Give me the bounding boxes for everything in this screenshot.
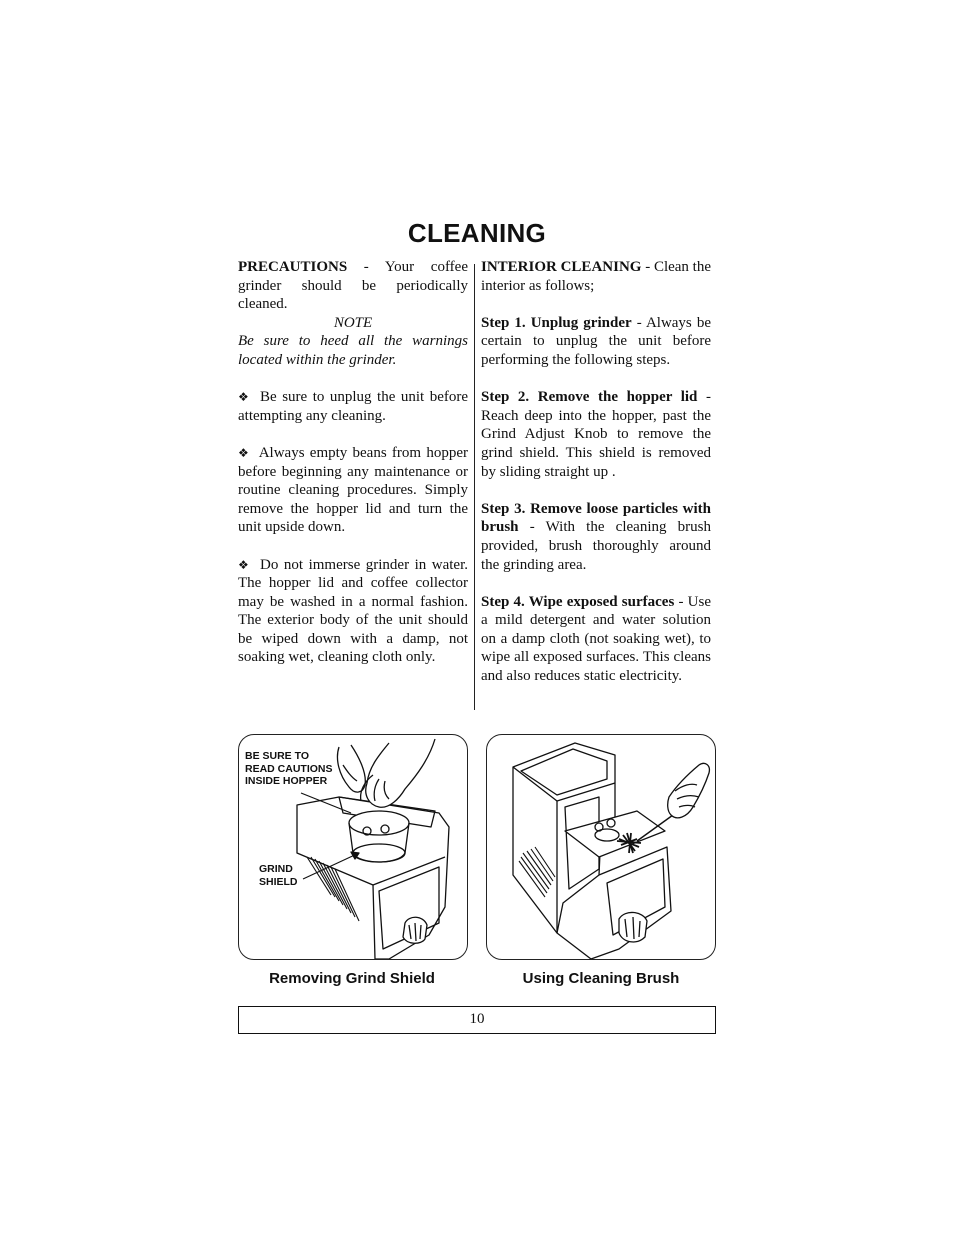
figure-caption: Removing Grind Shield	[269, 970, 435, 987]
step-text: - Use a mild detergent and water solution on a damp cloth (not soaking wet), to wipe all exposed surfaces. This cleans and also reduces static electricity.	[481, 593, 711, 685]
step-paragraph	[481, 593, 711, 686]
step-paragraph	[481, 314, 711, 370]
page-title: CLEANING	[407, 218, 547, 248]
step-label: Step 2. Remove the hopper lid	[481, 389, 698, 406]
figure-using-cleaning-brush	[486, 734, 716, 960]
bullet-item	[238, 388, 468, 425]
step-label: Step 3. Remove loose particles with brush	[481, 500, 711, 536]
figure-caption: Using Cleaning Brush	[522, 970, 680, 987]
precautions-label: PRECAUTIONS	[238, 259, 348, 275]
page-number: 10	[469, 1011, 485, 1027]
precautions-text: - Your coffee grinder should be periodically cleaned.	[238, 259, 468, 313]
step-paragraph	[481, 388, 711, 481]
callout-read-cautions: BE SURE TO READ CAUTIONS INSIDE HOPPER	[245, 750, 333, 787]
note-text: Be sure to heed all the warnings located within the grinder.	[238, 333, 468, 368]
callout-grind-shield: GRIND SHIELD	[259, 863, 298, 888]
grinder-brush-illustration	[487, 735, 715, 959]
step-text: - Always be certain to unplug the unit before performing the following steps.	[481, 314, 711, 368]
bullet-item	[238, 444, 468, 537]
bullet-text: Always empty beans from hopper before beginning any maintenance or routine cleaning procedures. Simply remove the hopper lid and turn the unit upside down.	[238, 444, 468, 536]
diamond-bullet-icon: ❖	[238, 445, 251, 460]
interior-cleaning-text: - Clean the interior as follows;	[481, 259, 712, 294]
note-heading: NOTE	[333, 314, 373, 331]
diamond-bullet-icon: ❖	[238, 557, 251, 572]
interior-cleaning-label: INTERIOR CLEANING	[481, 259, 642, 275]
interior-cleaning-paragraph	[481, 258, 711, 295]
precautions-paragraph	[238, 258, 468, 314]
step-label: Step 4. Wipe exposed surfaces	[481, 593, 675, 610]
step-paragraph	[481, 500, 711, 574]
left-column	[238, 258, 468, 686]
diamond-bullet-icon: ❖	[238, 390, 251, 405]
bullet-text: Be sure to unplug the unit before attempting any cleaning.	[238, 389, 468, 424]
bullet-item	[238, 556, 468, 668]
step-label: Step 1. Unplug grinder	[481, 314, 632, 331]
bullet-text: Do not immerse grinder in water. The hopper lid and coffee collector may be washed in a normal fashion. The exterior body of the unit should be wiped down with a damp, not soaking wet, cleaning cloth only.	[238, 556, 468, 666]
step-text: - Reach deep into the hopper, past the Grind Adjust Knob to remove the grind shield. This shield is removed by sliding straight up .	[481, 389, 711, 480]
figure-removing-grind-shield	[238, 734, 468, 960]
step-text: - With the cleaning brush provided, brush thoroughly around the grinding area.	[481, 519, 711, 573]
page-number-box	[238, 1006, 716, 1034]
right-column	[481, 258, 711, 704]
column-divider	[474, 264, 475, 710]
